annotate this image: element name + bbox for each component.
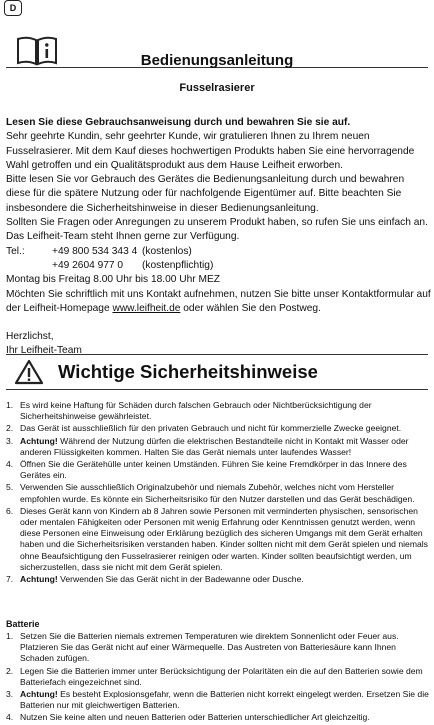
phone-note-free: (kostenlos): [142, 245, 192, 257]
safety-item: [6, 482, 431, 504]
intro-paragraph-2: Bitte lesen Sie vor Gebrauch des Gerätes die Bedienungsanleitung durch und bewahren diese für die spätere Nutzung oder für nachfolgende Eigentümer auf. Bitte beachten Sie insbesondere die Sicherheitshinweise in dieser Bedienungsanleitung.: [6, 174, 405, 214]
phone-number-free: +49 800 534 343 4: [52, 245, 138, 257]
battery-item-text: Legen Sie die Batterien immer unter Berücksichtigung der Polaritäten ein die auf den Batterien sowie dem Batteriefach eingezeichnet sind.: [20, 665, 423, 687]
battery-item: [6, 689, 431, 711]
safety-item-text: Verwenden Sie ausschließlich Originalzubehör und niemals Zubehör, welches nicht vom Hersteller empfohlen wurde. Es könnte ein Sicherheitsrisiko für den Nutzer darstellen und das Gerät beschädigen.: [20, 482, 415, 504]
safety-item-number: 6.: [6, 505, 14, 516]
phone-note-paid: (kostenpflichtig): [142, 259, 214, 271]
safety-item: [6, 423, 431, 434]
greeting: Herzlichst,: [6, 331, 54, 343]
safety-item-number: 5.: [6, 482, 14, 493]
safety-item-number: 7.: [6, 574, 14, 585]
safety-item: [6, 436, 431, 458]
battery-list: [6, 631, 431, 725]
warning-triangle-icon: [14, 359, 44, 385]
phone-row-2: [6, 259, 431, 273]
intro-paragraph-1: Sehr geehrte Kundin, sehr geehrter Kunde, wir gratulieren Ihnen zu Ihrem neuen Fusselrasierer. Mit dem Kauf dieses hochwertigen Produkts haben Sie eine hervorragende Wahl getroffen und ein Qualitätsprodukt aus dem Hause Leifheit erworben.: [6, 131, 415, 171]
safety-rule-bottom: [6, 389, 428, 390]
office-hours: Montag bis Freitag 8.00 Uhr bis 18.00 Uhr MEZ: [6, 274, 221, 286]
contact-text-post: oder wählen Sie den Postweg.: [180, 302, 321, 314]
safety-item-number: 4.: [6, 459, 14, 470]
safety-item-text: Das Gerät ist ausschließlich für den privaten Gebrauch und nicht für kommerzielle Zwecke geeignet.: [20, 423, 402, 434]
phone-number-paid: +49 2604 977 0: [52, 259, 124, 271]
safety-list: [6, 400, 431, 586]
safety-item-number: 1.: [6, 400, 14, 410]
battery-item-text: Nutzen Sie keine alten und neuen Batterien oder Batterien unterschiedlicher Art gleichzeitig.: [20, 712, 370, 723]
safety-item-warning: Achtung!: [20, 435, 58, 446]
safety-rule-top: [6, 354, 428, 355]
battery-item-number: 2.: [6, 665, 14, 676]
battery-item-number: 4.: [6, 712, 14, 723]
safety-item: [6, 459, 431, 481]
contact-text-pre: Möchten Sie schriftlich mit uns Kontakt aufnehmen, nutzen Sie bitte unser Kontaktformular auf der Leifheit-Homepage: [6, 288, 431, 314]
battery-item-number: 1.: [6, 631, 14, 641]
page-title: Bedienungsanleitung: [140, 52, 294, 69]
safety-item-text: Verwenden Sie das Gerät nicht in der Badewanne oder Dusche.: [57, 574, 304, 585]
battery-item-text: Es besteht Explosionsgefahr, wenn die Batterien nicht korrekt eingelegt werden. Ersetzen Sie die Batterien nur mit gleichwertigen Batterien.: [20, 689, 429, 711]
safety-item-text: Öffnen Sie die Gerätehülle unter keinen Umständen. Führen Sie keine Fremdkörper in das Innere des Gerätes ein.: [20, 459, 407, 481]
intro-paragraph-3: Sollten Sie Fragen oder Anregungen zu unserem Produkt haben, so rufen Sie uns einfach an. Das Leifheit-Team steht Ihnen gerne zur Verfügung.: [6, 217, 428, 243]
safety-item: [6, 574, 431, 585]
safety-item-text: Es wird keine Haftung für Schäden durch falschen Gebrauch oder Nichtberücksichtigung der Sicherheitshinweise gewährleistet.: [20, 400, 372, 422]
safety-item: [6, 400, 431, 422]
intro-lead: Lesen Sie diese Gebrauchsanweisung durch und bewahren Sie sie auf.: [6, 117, 351, 128]
signature: Ihr Leifheit-Team: [6, 345, 82, 357]
battery-item: [6, 631, 431, 665]
phone-row-1: [6, 245, 431, 259]
battery-item-number: 3.: [6, 689, 14, 700]
battery-item: [6, 712, 431, 723]
homepage-link[interactable]: www.leifheit.de: [112, 302, 181, 314]
safety-item-text: Während der Nutzung dürfen die elektrischen Bestandteile nicht in Kontakt mit Wasser oder anderen Flüssigkeiten kommen. Halten Sie das Gerät niemals unter laufendes Wasser!: [20, 435, 409, 457]
phone-label: Tel.:: [6, 245, 25, 257]
safety-item-number: 2.: [6, 423, 14, 434]
battery-item-warning: Achtung!: [20, 689, 58, 700]
battery-title: Batterie: [6, 619, 40, 629]
safety-item-text: Dieses Gerät kann von Kindern ab 8 Jahren sowie Personen mit verminderten physischen, sensorischen oder mentalen Fähigkeiten oder Personen mit wenig Erfahrung oder Kenntnissen genutzt werden, wenn diese Personen eine Einweisung oder Erklärung bezüglich des sicheren Umgangs mit dem Gerät erhalten haben und die Sicherheitsrisiken verstanden haben. Kinder sollten nicht mit dem Gerät spielen und niemals ohne Beaufsichtigung den Fusselrasierer reinigen oder warten. Kinder sollten beaufsichtigt werden, um sicherzustellen, dass sie nicht mit dem Gerät spielen.: [20, 505, 428, 572]
battery-item: [6, 666, 431, 688]
safety-item-number: 3.: [6, 435, 14, 446]
page-subtitle: Fusselrasierer: [179, 82, 255, 94]
safety-title: Wichtige Sicherheitshinweise: [58, 361, 318, 382]
safety-item: [6, 506, 431, 573]
battery-item-text: Setzen Sie die Batterien niemals extremen Temperaturen wie direktem Sonnenlicht oder Feuer aus. Platzieren Sie das Gerät nicht auf einer Wärmequelle. Das Austreten von Batteriesäure kann Ihnen Schaden zufügen.: [20, 631, 399, 664]
language-badge: D: [4, 0, 22, 16]
contact-paragraph: [6, 288, 431, 317]
safety-item-warning: Achtung!: [20, 574, 58, 585]
intro-section: [6, 116, 431, 359]
